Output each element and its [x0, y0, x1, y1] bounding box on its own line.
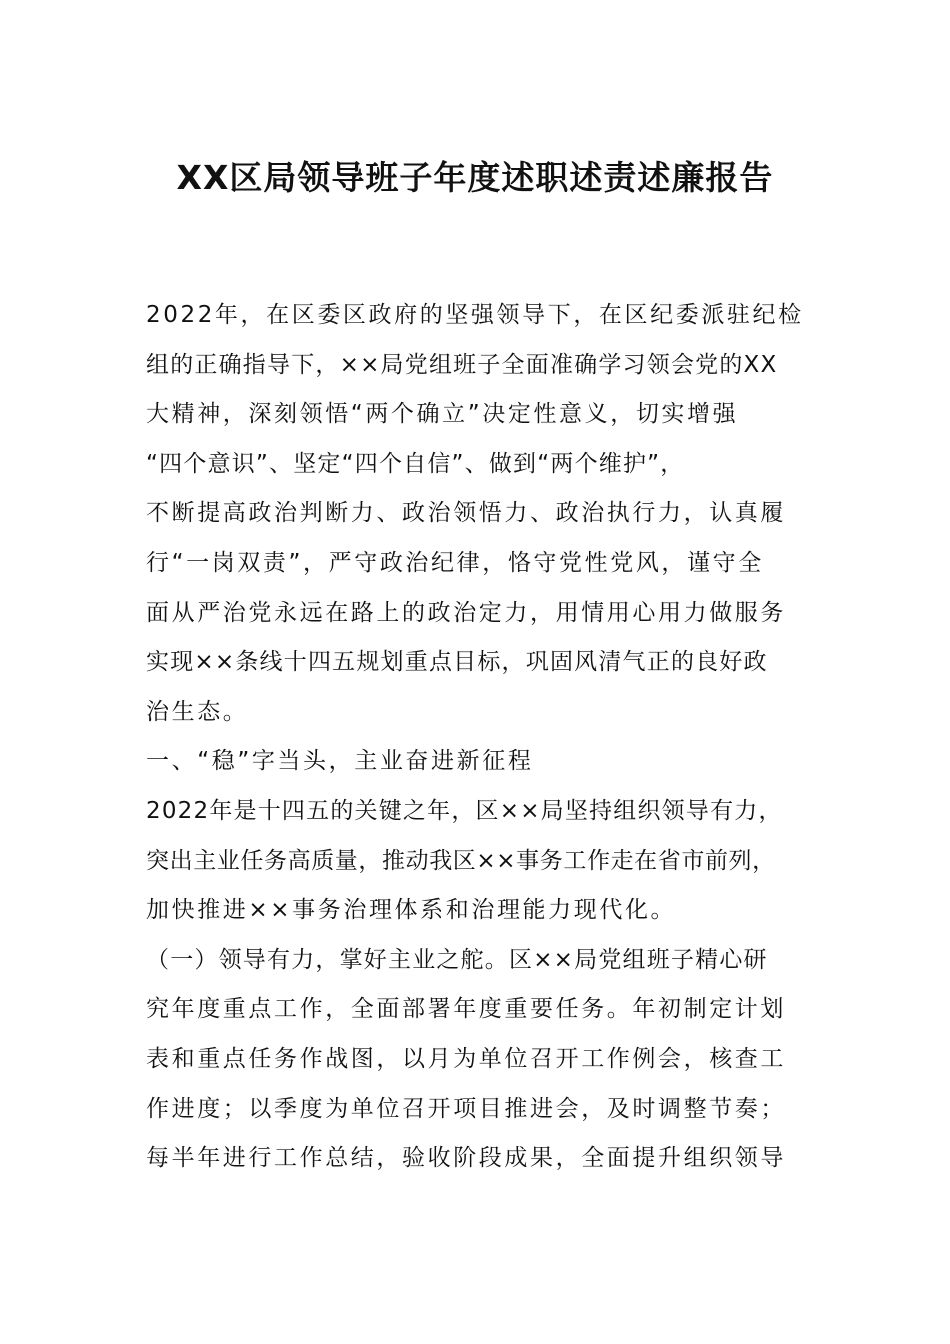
- body-line: 作进度；以季度为单位召开项目推进会，及时调整节奏；: [146, 1095, 786, 1122]
- body-line: 加快推进××事务治理体系和治理能力现代化。: [146, 897, 677, 924]
- body-line: 2022年是十四五的关键之年，区××局坚持组织领导有力，: [146, 797, 783, 824]
- subsection-line: （一）领导有力，掌好主业之舵。区××局党组班子精心研: [146, 946, 768, 973]
- body-line: 2022年，在区委区政府的坚强领导下，在区纪委派驻纪检: [146, 302, 804, 328]
- body-line: 组的正确指导下，××局党组班子全面准确学习领会党的XX: [146, 351, 778, 378]
- document-body: [146, 291, 826, 1184]
- body-line: 行“一岗双责”，严守政治纪律，恪守党性党风，谨守全: [146, 549, 764, 576]
- body-line: 治生态。: [146, 698, 249, 725]
- body-line: 突出主业任务高质量，推动我区××事务工作走在省市前列，: [146, 847, 776, 874]
- body-line: 不断提高政治判断力、政治领悟力、政治执行力，认真履: [146, 500, 786, 527]
- body-line: 表和重点任务作战图，以月为单位召开工作例会，核查工: [146, 1045, 786, 1072]
- body-line: 大精神，深刻领悟“两个确立”决定性意义，切实增强: [146, 401, 739, 428]
- body-line: 实现××条线十四五规划重点目标，巩固风清气正的良好政: [146, 649, 768, 676]
- body-line: 面从严治党永远在路上的政治定力，用情用心用力做服务: [146, 599, 786, 626]
- body-line: “四个意识”、坚定“四个自信”、做到“两个维护”，: [146, 450, 685, 477]
- document-title: XX区局领导班子年度述职述责述廉报告: [176, 158, 774, 197]
- section-heading: 一、“稳”字当头，主业奋进新征程: [146, 748, 534, 775]
- body-line: 究年度重点工作，全面部署年度重要任务。年初制定计划: [146, 996, 786, 1023]
- body-line: 每半年进行工作总结，验收阶段成果，全面提升组织领导: [146, 1145, 786, 1172]
